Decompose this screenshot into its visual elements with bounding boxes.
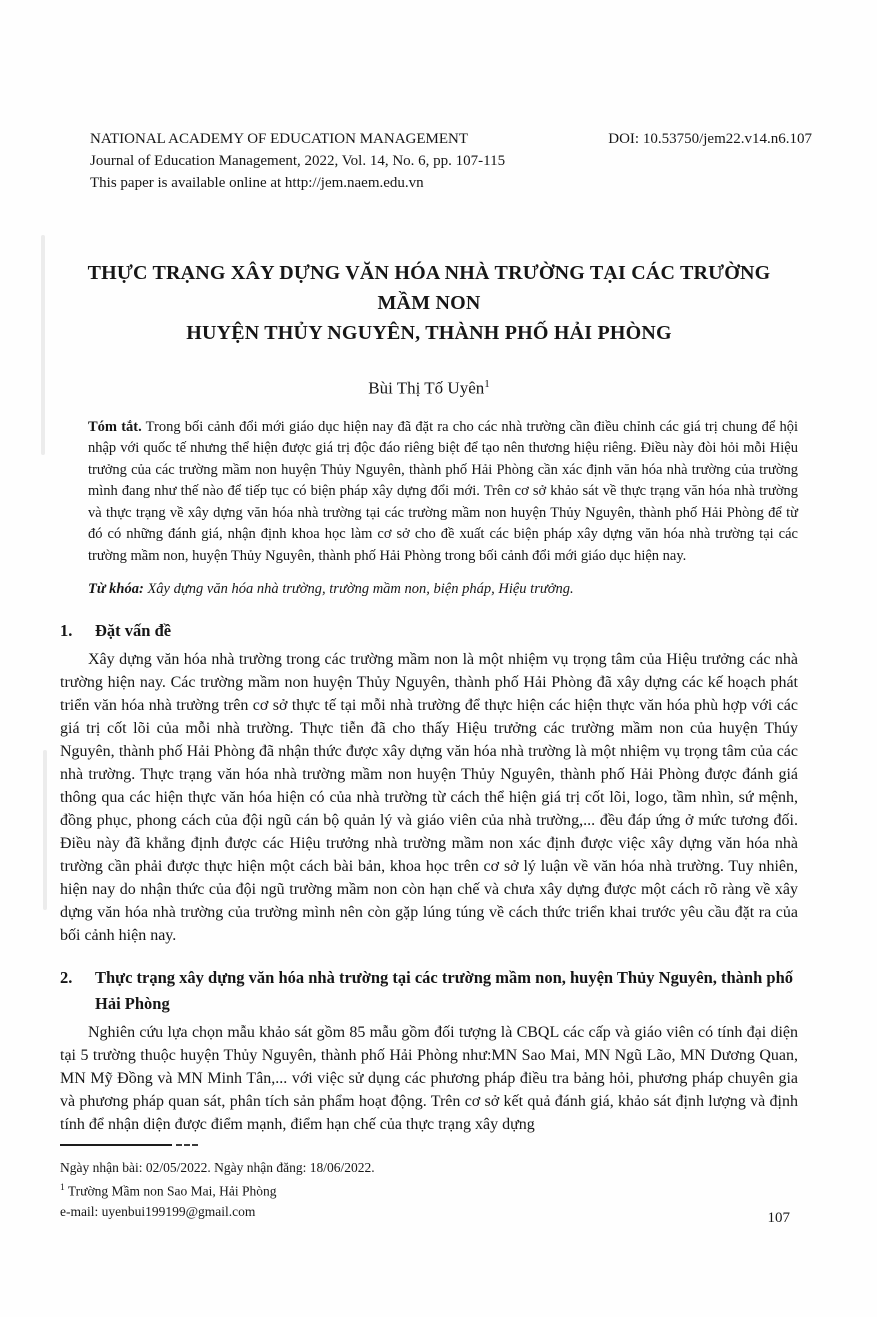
- scan-artifact: [43, 750, 47, 910]
- section-2-number: 2.: [60, 968, 73, 988]
- section-2-paragraph: Nghiên cứu lựa chọn mẫu khảo sát gồm 85 mẫu gồm đối tượng là CBQL các cấp và giáo viên có tính đại diện tại 5 trường thuộc huyện Thủy Nguyên, thành phố Hải Phòng như:MN Sao Mai, MN Ngũ Lão, MN Dương Quan, MN Mỹ Đồng và MN Minh Tân,... với việc sử dụng các phương pháp điều tra bảng hỏi, phương pháp chuyên gia và phương pháp quan sát, phân tích sản phẩm hoạt động. Trên cơ sở kết quả đánh giá, khảo sát định lượng và định tính để nhận diện được điểm mạnh, điểm hạn chế của thực trạng xây dựng: [60, 1024, 798, 1134]
- author-affiliation-marker: 1: [484, 378, 490, 390]
- page-content: [60, 0, 812, 1222]
- journal-availability-url: This paper is available online at http://jem.naem.edu.vn: [90, 175, 424, 191]
- paper-title-line2: HUYỆN THỦY NGUYÊN, THÀNH PHỐ HẢI PHÒNG: [186, 322, 672, 344]
- footnote-separator: [60, 1144, 798, 1146]
- page-number: 107: [767, 1210, 790, 1226]
- journal-info-block: [90, 128, 505, 194]
- footnote-rule-dashes: [176, 1144, 198, 1146]
- keywords: [88, 579, 798, 600]
- author-name: Bùi Thị Tố Uyên: [368, 378, 485, 398]
- paper-title-line1: THỰC TRẠNG XÂY DỰNG VĂN HÓA NHÀ TRƯỜNG TẠI CÁC TRƯỜNG MẦM NON: [87, 262, 771, 314]
- footnote-affiliation-marker: 1: [60, 1183, 65, 1194]
- footnote-affiliation: [60, 1178, 798, 1202]
- doi-label: DOI: 10.53750/jem22.v14.n6.107: [608, 131, 812, 147]
- keywords-text: Xây dựng văn hóa nhà trường, trường mầm non, biện pháp, Hiệu trưởng.: [147, 581, 574, 598]
- section-2-title: Thực trạng xây dựng văn hóa nhà trường tại các trường mầm non, huyện Thủy Nguyên, thành phố Hải Phòng: [95, 968, 794, 1014]
- section-1-number: 1.: [60, 621, 73, 641]
- footnote-email: e-mail: uyenbui199199@gmail.com: [60, 1203, 256, 1219]
- journal-citation: Journal of Education Management, 2022, Vol. 14, No. 6, pp. 107-115: [90, 153, 506, 169]
- abstract-label: Tóm tắt.: [88, 418, 142, 435]
- section-1-title: Đặt vấn đề: [95, 621, 172, 641]
- journal-name: NATIONAL ACADEMY OF EDUCATION MANAGEMENT: [90, 131, 469, 147]
- footnote-dates: Ngày nhận bài: 02/05/2022. Ngày nhận đăng: 18/06/2022.: [60, 1160, 375, 1176]
- abstract: [88, 417, 798, 568]
- footnote-rule-solid: [60, 1144, 172, 1146]
- author-line: [60, 372, 798, 401]
- section-1-paragraph: Xây dựng văn hóa nhà trường trong các trường mầm non là một nhiệm vụ trọng tâm của Hiệu trưởng các nhà trường hiện nay. Các trường mầm non huyện Thủy Nguyên, thành phố Hải Phòng đã xây dựng các kế hoạch phát triển văn hóa nhà trường trên cơ sở thực tế tại mỗi nhà trường để thực hiện các hiện thực văn hóa phù hợp với các giá trị cốt lõi của mỗi nhà trường. Thực tiễn đã cho thấy Hiệu trưởng các trường mầm non của huyện Thúy Nguyên, thành phố Hải Phòng đã nhận thức được xây dựng văn hóa nhà trường là một nhiệm vụ trọng tâm của các nhà trường. Thực trạng văn hóa nhà trường mầm non huyện Thủy Nguyên, thành phố Hải Phòng được đánh giá thông qua các hiện thực văn hóa hiện có của nhà trường từ cách thể hiện giá trị cốt lõi, logo, tầm nhìn, sứ mệnh, đồng phục, phong cách của đội ngũ cán bộ quản lý và giáo viên của nhà trường,... đều đáp ứng ở mức tương đối. Điều này đã khẳng định được các Hiệu trưởng nhà trường mầm non xác định được việc xây dựng văn hóa nhà trường cần phải được thực hiện một cách bài bản, khoa học trên cơ sở lý luận về văn hóa nhà trường. Tuy nhiên, hiện nay do nhận thức của đội ngũ trường mầm non còn hạn chế và chưa xây dựng được một cách rõ ràng về xây dựng văn hóa nhà trường của trường mình nên còn gặp lúng túng về cách thức triển khai trước yêu cầu đặt ra của bối cảnh hiện nay.: [60, 651, 798, 945]
- section-2-heading: [60, 965, 798, 1017]
- journal-header: [90, 128, 812, 194]
- paper-title: [60, 258, 798, 348]
- footnote-affiliation-text: Trường Mầm non Sao Mai, Hải Phòng: [67, 1183, 277, 1199]
- keywords-label: Từ khóa:: [88, 581, 144, 598]
- footnote-block: [60, 1144, 798, 1222]
- abstract-text: Trong bối cảnh đổi mới giáo dục hiện nay đã đặt ra cho các nhà trường cần điều chỉnh các giá trị chung để hội nhập với quốc tế nhưng thể hiện được giá trị độc đáo riêng biệt để tạo nên thương hiệu riêng. Điều này đòi hỏi mỗi Hiệu trưởng của các trường mầm non huyện Thủy Nguyên, thành phố Hải Phòng cần xác định văn hóa nhà trường của trường mình đang như thế nào để tiếp tục có biện pháp xây dựng đổi mới. Trên cơ sở khảo sát về thực trạng văn hóa nhà trường và thực trạng về xây dựng văn hóa nhà trường tại các trường mầm non huyện Thủy Nguyên, thành phố Hải Phòng để từ đó có những đánh giá, nhận định khoa học làm cơ sở cho đề xuất các biện pháp xây dựng văn hóa nhà trường tại các trường mầm non, huyện Thủy Nguyên, thành phố Hải Phòng trong bối cảnh đổi mới giáo dục hiện nay.: [88, 418, 798, 564]
- scan-artifact: [41, 235, 45, 455]
- section-1-heading: [60, 618, 798, 644]
